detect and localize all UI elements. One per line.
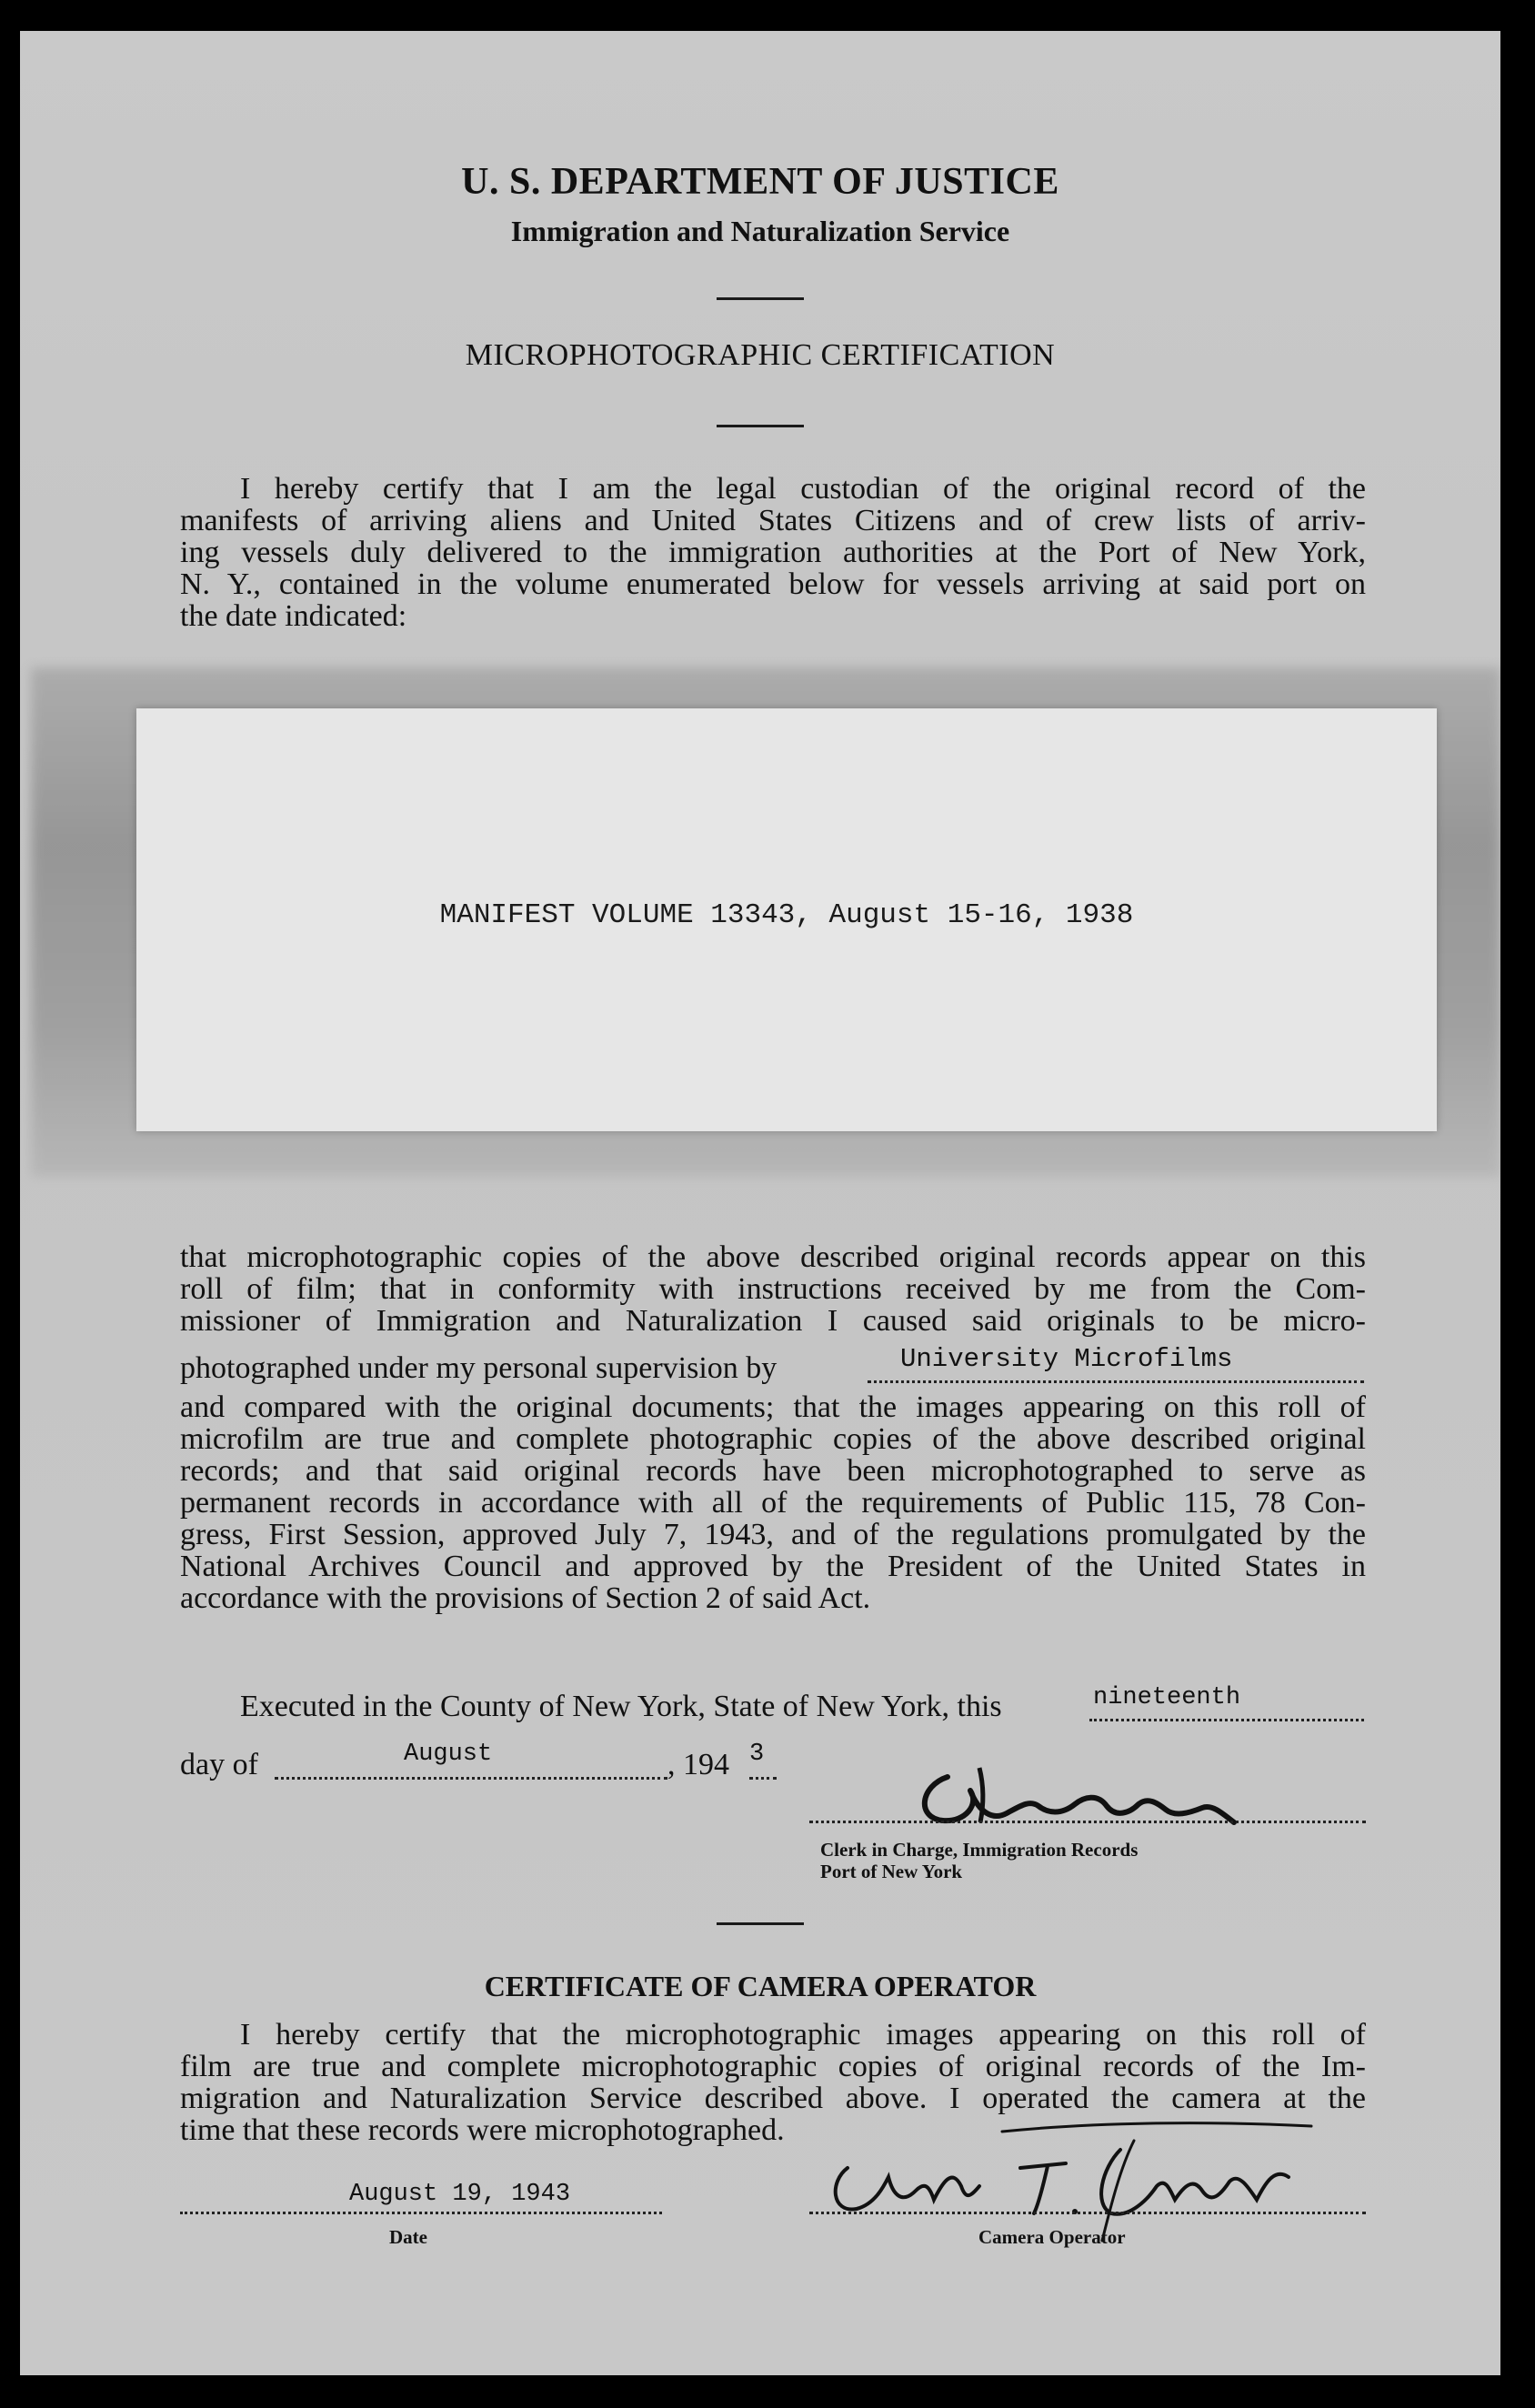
paragraph-line: time that these records were microphotographed.: [180, 2113, 785, 2147]
operator-dotted-line: [809, 2212, 1366, 2214]
paragraph-line: the date indicated:: [180, 599, 407, 633]
date-line: [180, 1741, 908, 1784]
paragraph-line: accordance with the provisions of Section 2 of said Act.: [180, 1581, 871, 1615]
day-of-label: day of: [180, 1748, 258, 1781]
clerk-caption: [820, 1839, 1366, 1882]
date-dotted-line: [180, 2212, 662, 2214]
signer-title: Clerk in Charge, Immigration Records: [820, 1839, 1139, 1861]
certification-title: MICROPHOTOGRAPHIC CERTIFICATION: [465, 338, 1056, 372]
record-label: MANIFEST VOLUME 13343, August 15-16, 1938: [439, 899, 1134, 931]
agency-title: U. S. DEPARTMENT OF JUSTICE: [461, 161, 1059, 203]
divider-rule: [717, 425, 804, 427]
body-paragraph-continued: [180, 1391, 1366, 1614]
record-card: [136, 708, 1437, 1131]
divider-rule: [717, 1922, 804, 1925]
operator-caption: Camera Operator: [978, 2226, 1126, 2248]
body-paragraph: [180, 1241, 1366, 1337]
paragraph-line: missioner of Immigration and Naturalization I caused said originals to be micro-: [180, 1304, 1366, 1338]
paragraph-line: records; and that said original records have been microphotographed to serve as: [180, 1454, 1366, 1488]
supervisor-dotted-line: [868, 1380, 1364, 1383]
executed-line: [180, 1684, 1366, 1726]
signer-location: Port of New York: [820, 1861, 963, 1882]
date-caption: Date: [389, 2226, 427, 2248]
month-value: August: [404, 1741, 493, 1768]
paragraph-line: N. Y., contained in the volume enumerated below for vessels arriving at said port on: [180, 567, 1366, 601]
clerk-signature: [893, 1750, 1275, 1850]
year-prefix: , 194: [667, 1748, 729, 1781]
certificate-page: [20, 31, 1500, 2375]
paragraph-line: microfilm are true and complete photographic copies of the above described original: [180, 1422, 1366, 1456]
paragraph-line: and compared with the original documents; that the images appearing on this roll of: [180, 1390, 1366, 1424]
date-value: August 19, 1943: [349, 2181, 571, 2208]
year-dotted-line: [749, 1777, 777, 1780]
supervisor-name: University Microfilms: [900, 1344, 1233, 1374]
divider-rule: [717, 297, 804, 300]
supervision-prefix: photographed under my personal supervision by: [180, 1351, 778, 1385]
paragraph-line: National Archives Council and approved by the President of the United States in: [180, 1550, 1366, 1583]
paragraph-line: ing vessels duly delivered to the immigration authorities at the Port of New York,: [180, 536, 1366, 569]
paragraph-line: film are true and complete microphotographic copies of original records of the Im-: [180, 2050, 1366, 2083]
camera-operator-title: CERTIFICATE OF CAMERA OPERATOR: [484, 1970, 1037, 2002]
executed-day: nineteenth: [1093, 1684, 1241, 1711]
paragraph-line: roll of film; that in conformity with instructions received by me from the Com-: [180, 1272, 1366, 1306]
clerk-signature-line: [809, 1821, 1366, 1823]
month-dotted-line: [275, 1777, 667, 1780]
executed-prefix: Executed in the County of New York, State of New York, this: [240, 1690, 1002, 1723]
supervision-line: [180, 1344, 1366, 1388]
paragraph-line: manifests of arriving aliens and United States Citizens and of crew lists of arriv-: [180, 504, 1366, 537]
day-dotted-line: [1089, 1719, 1364, 1721]
intro-paragraph: [180, 473, 1366, 632]
paragraph-line: permanent records in accordance with all of the requirements of Public 115, 78 Con-: [180, 1486, 1366, 1520]
paragraph-line: migration and Naturalization Service described above. I operated the camera at the: [180, 2082, 1366, 2115]
paragraph-line: I hereby certify that the microphotographic images appearing on this roll of: [240, 2018, 1366, 2052]
paragraph-line: gress, First Session, approved July 7, 1943, and of the regulations promulgated by the: [180, 1518, 1366, 1551]
camera-operator-signature: [820, 2113, 1329, 2241]
paragraph-line: that microphotographic copies of the above described original records appear on this: [180, 1240, 1366, 1274]
year-digit: 3: [749, 1741, 765, 1768]
service-subtitle: Immigration and Naturalization Service: [510, 215, 1010, 247]
paragraph-line: I hereby certify that I am the legal custodian of the original record of the: [240, 472, 1366, 506]
